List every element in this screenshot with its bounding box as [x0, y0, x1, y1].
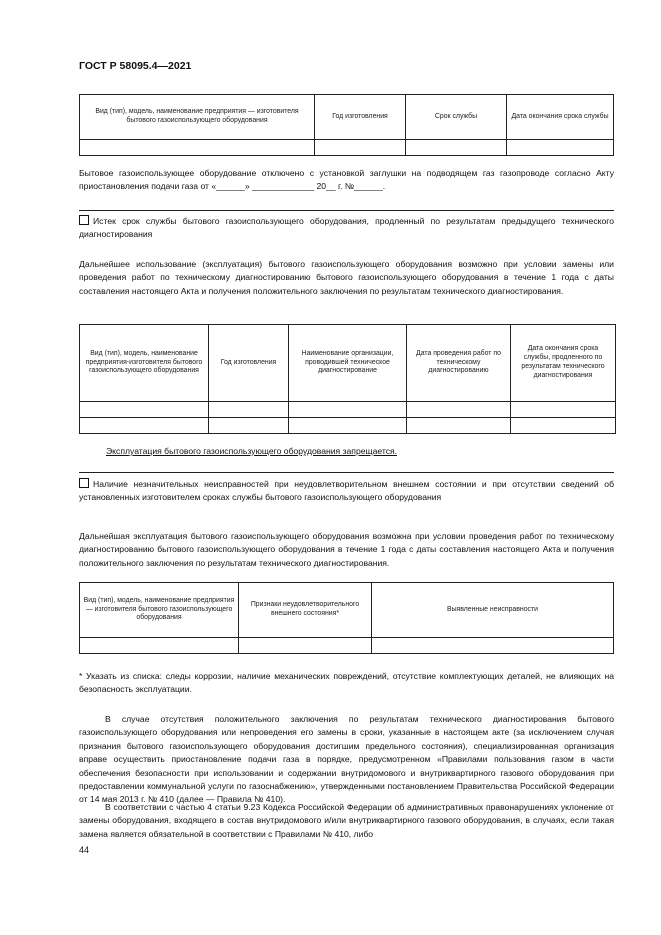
table2-cell[interactable]: [209, 402, 289, 418]
table1-cell[interactable]: [507, 140, 614, 156]
table2-cell[interactable]: [289, 418, 407, 434]
table2-cell[interactable]: [80, 402, 209, 418]
table2-cell[interactable]: [289, 402, 407, 418]
table2-cell[interactable]: [80, 418, 209, 434]
table3-header-appearance: Признаки неудовлетворительного внешнего состояния*: [239, 583, 372, 638]
page-header-title: ГОСТ Р 58095.4—2021: [79, 60, 192, 72]
table2-cell[interactable]: [511, 402, 616, 418]
operation-prohibited-text: Эксплуатация бытового газоиспользующего оборудования запрещается.: [106, 446, 398, 456]
table1-cell[interactable]: [406, 140, 507, 156]
table3-cell[interactable]: [372, 638, 614, 654]
table2-header-model: Вид (тип), модель, наименование предприятия-изготовителя бытового газоиспользующего оборудования: [80, 325, 209, 402]
table1-header-service-life: Срок службы: [406, 95, 507, 140]
footnote: * Указать из списка: следы коррозии, наличие механических повреждений, отсутствие комплектующих деталей, не влияющих на безопасность эксплуатации.: [79, 671, 614, 695]
option-label: Наличие незначительных неисправностей при неудовлетворительном внешнем состоянии и при отсутствии сведений об установленных изготовителем сроках службы бытового газоиспользующего оборудования: [79, 479, 614, 503]
table-row: [80, 418, 616, 434]
table-row: [80, 638, 614, 654]
checkbox[interactable]: [79, 478, 89, 488]
table-row: [80, 402, 616, 418]
paragraph-gas-disconnected: Бытовое газоиспользующее оборудование отключено с установкой заглушки на подводящем газ газопроводе согласно Акту приостановления подачи газа от «______» _____________ 20__ г. №______.: [79, 168, 614, 192]
table3-cell[interactable]: [80, 638, 239, 654]
table1-cell[interactable]: [80, 140, 315, 156]
option-label: Истек срок службы бытового газоиспользующего оборудования, продленный по результатам предыдущего технического диагностирования: [79, 216, 614, 240]
divider: [79, 210, 614, 211]
table2-cell[interactable]: [407, 418, 511, 434]
table-row: [80, 140, 614, 156]
paragraph-further-use: Дальнейшее использование (эксплуатация) бытового газоиспользующего оборудования возможно при условии замены или проведения работ по техническому диагностированию бытового газоиспользующего оборудования в течение 1 года с даты составления настоящего Акта и получения положительного заключения по результатам технического диагностирования.: [79, 259, 614, 296]
table1-header-end-date: Дата окончания срока службы: [507, 95, 614, 140]
table2-cell[interactable]: [407, 402, 511, 418]
defects-table: [79, 582, 614, 654]
table3-cell[interactable]: [239, 638, 372, 654]
option-service-life-expired: [79, 215, 614, 242]
paragraph-administrative-code: В соответствии с частью 4 статьи 9.23 Кодекса Российской Федерации об административных правонарушениях уклонение от замены оборудования, входящего в состав внутридомового и/или внутриквартирного газового оборудования, в случаях, если такая замена является обязательной в соответствии с Правилами № 410, либо: [79, 802, 614, 839]
table3-header-model: Вид (тип), модель, наименование предприятия — изготовителя бытового газоиспользующего оборудования: [80, 583, 239, 638]
table1-header-year: Год изготовления: [315, 95, 406, 140]
page-number: 44: [79, 845, 90, 855]
table2-header-extended-end-date: Дата окончания срока службы, продленного по результатам технического диагностирования: [511, 325, 616, 402]
table1-header-model: Вид (тип), модель, наименование предприятия — изготовителя бытового газоиспользующего оборудования: [80, 95, 315, 140]
table2-cell[interactable]: [511, 418, 616, 434]
table1-cell[interactable]: [315, 140, 406, 156]
paragraph-gas-suspension: В случае отсутствия положительного заключения по результатам технического диагностирования бытового газоиспользующего оборудования или непроведения его замены в сроки, указанные в настоящем акте (за исключением случая признания бытового газоиспользующего оборудования достигшим предельного состояния), специализированная организация вправе осуществить приостановление подачи газа в порядке, предусмотренном «Правилами пользования газом в части обеспечения безопасности при использовании и содержании внутридомового и внутриквартирного газового оборудования при предоставлении коммунальной услуги по газоснабжению», утвержденными постановлением Правительства Российской Федерации от 14 мая 2013 г. № 410 (далее — Правила № 410).: [79, 714, 614, 805]
checkbox[interactable]: [79, 215, 89, 225]
divider: [79, 472, 614, 473]
equipment-table-2: [79, 324, 616, 434]
equipment-table-1: [79, 94, 614, 156]
table2-header-organization: Наименование организации, проводившей техническое диагностирование: [289, 325, 407, 402]
option-minor-defects: [79, 478, 614, 505]
table2-header-year: Год изготовления: [209, 325, 289, 402]
table2-header-diagnostics-date: Дата проведения работ по техническому диагностированию: [407, 325, 511, 402]
table3-header-defects: Выявленные неисправности: [372, 583, 614, 638]
paragraph-further-operation: Дальнейшая эксплуатация бытового газоиспользующего оборудования возможна при условии проведения работ по техническому диагностированию бытового газоиспользующего оборудования в течение 1 года с даты составления настоящего Акта и получения положительного заключения по результатам технического диагностирования.: [79, 531, 614, 568]
table2-cell[interactable]: [209, 418, 289, 434]
